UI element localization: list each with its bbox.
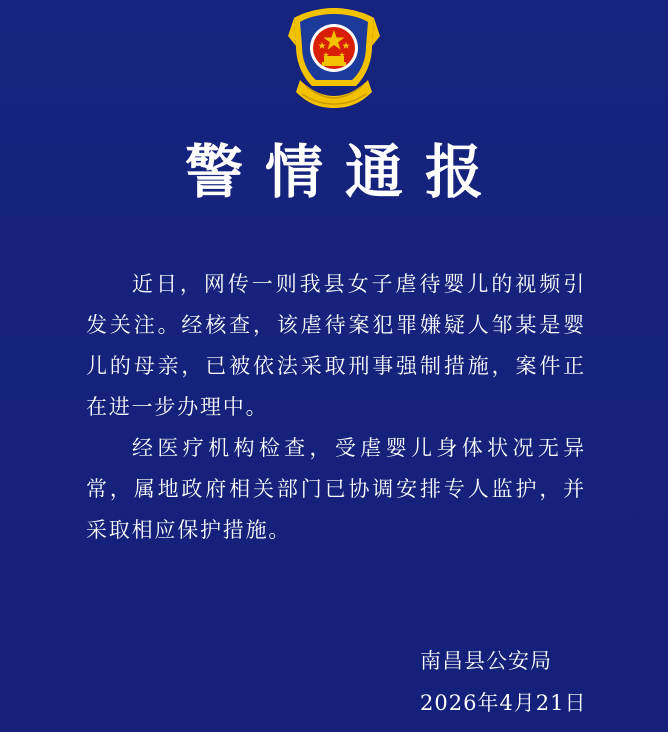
police-emblem-icon bbox=[286, 6, 382, 112]
notice-paragraph-1: 近日，网传一则我县女子虐待婴儿的视频引发关注。经核查，该虐待案犯罪嫌疑人邹某是婴儿的母亲，已被依法采取刑事强制措施，案件正在进一步办理中。 bbox=[86, 272, 586, 419]
notice-paragraph-2: 经医疗机构检查，受虐婴儿身体状况无异常，属地政府相关部门已协调安排专人监护，并采取相应保护措施。 bbox=[86, 436, 586, 542]
notice-body bbox=[86, 264, 586, 551]
issuer-name: 南昌县公安局 bbox=[420, 649, 552, 673]
notice-signature bbox=[420, 640, 640, 724]
issue-date: 2026年4月21日 bbox=[420, 691, 587, 715]
notice-title: 警情通报 bbox=[184, 138, 505, 206]
